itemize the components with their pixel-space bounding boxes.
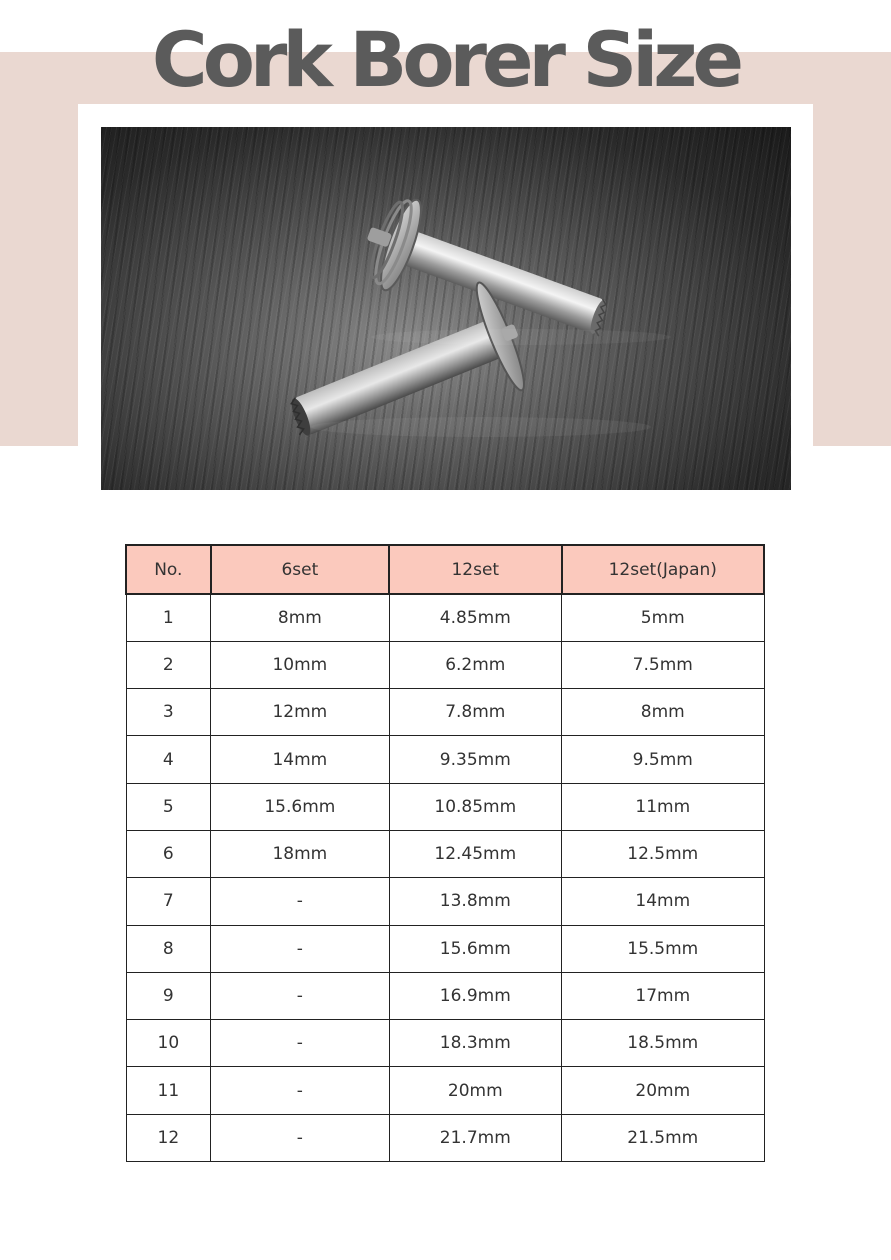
table-row: [126, 925, 764, 972]
cell-6set: 10mm: [211, 641, 389, 688]
cell-12set-japan: 18.5mm: [562, 1020, 764, 1067]
cell-12set: 18.3mm: [389, 1020, 561, 1067]
table-row: [126, 689, 764, 736]
header-12set-japan: 12set(Japan): [562, 545, 764, 594]
cell-no: 5: [126, 783, 211, 830]
cell-no: 8: [126, 925, 211, 972]
cell-12set-japan: 12.5mm: [562, 830, 764, 877]
table-row: [126, 736, 764, 783]
cell-12set: 13.8mm: [389, 878, 561, 925]
cell-12set: 16.9mm: [389, 972, 561, 1019]
table-row: [126, 1114, 764, 1161]
table-row: [126, 594, 764, 641]
cell-12set-japan: 11mm: [562, 783, 764, 830]
header-no: No.: [126, 545, 211, 594]
cell-6set: -: [211, 1020, 389, 1067]
cell-12set-japan: 8mm: [562, 689, 764, 736]
cell-6set: 18mm: [211, 830, 389, 877]
cell-12set: 12.45mm: [389, 830, 561, 877]
cell-no: 9: [126, 972, 211, 1019]
cell-no: 2: [126, 641, 211, 688]
cell-12set: 9.35mm: [389, 736, 561, 783]
cell-6set: -: [211, 1114, 389, 1161]
cell-no: 3: [126, 689, 211, 736]
table-row: [126, 641, 764, 688]
cell-12set-japan: 21.5mm: [562, 1114, 764, 1161]
cell-6set: 15.6mm: [211, 783, 389, 830]
table-row: [126, 783, 764, 830]
cell-no: 4: [126, 736, 211, 783]
cell-no: 7: [126, 878, 211, 925]
cell-12set: 6.2mm: [389, 641, 561, 688]
cell-12set-japan: 9.5mm: [562, 736, 764, 783]
cork-borer-illustration: [101, 127, 791, 490]
cell-no: 10: [126, 1020, 211, 1067]
cell-6set: -: [211, 972, 389, 1019]
lower-borer: [272, 276, 538, 473]
page-title: Cork Borer Size: [151, 15, 740, 104]
cell-12set-japan: 20mm: [562, 1067, 764, 1114]
cell-12set: 10.85mm: [389, 783, 561, 830]
cell-6set: -: [211, 1067, 389, 1114]
cell-no: 11: [126, 1067, 211, 1114]
cell-no: 6: [126, 830, 211, 877]
cell-no: 12: [126, 1114, 211, 1161]
cell-12set-japan: 7.5mm: [562, 641, 764, 688]
table-row: [126, 1020, 764, 1067]
header-6set: 6set: [211, 545, 389, 594]
product-photo: [101, 127, 791, 490]
table-row: [126, 878, 764, 925]
table-row: [126, 830, 764, 877]
cell-12set-japan: 15.5mm: [562, 925, 764, 972]
header-12set: 12set: [389, 545, 561, 594]
size-table: [125, 544, 765, 1162]
cell-12set-japan: 17mm: [562, 972, 764, 1019]
cell-6set: 8mm: [211, 594, 389, 641]
cell-6set: 14mm: [211, 736, 389, 783]
cell-12set-japan: 5mm: [562, 594, 764, 641]
cell-6set: 12mm: [211, 689, 389, 736]
cell-12set: 20mm: [389, 1067, 561, 1114]
table-row: [126, 1067, 764, 1114]
table-row: [126, 972, 764, 1019]
cell-12set: 15.6mm: [389, 925, 561, 972]
cell-6set: -: [211, 878, 389, 925]
cell-12set-japan: 14mm: [562, 878, 764, 925]
table-header-row: [126, 545, 764, 594]
cell-12set: 21.7mm: [389, 1114, 561, 1161]
cell-12set: 7.8mm: [389, 689, 561, 736]
cell-no: 1: [126, 594, 211, 641]
table-body: [126, 594, 764, 1162]
cell-12set: 4.85mm: [389, 594, 561, 641]
cell-6set: -: [211, 925, 389, 972]
